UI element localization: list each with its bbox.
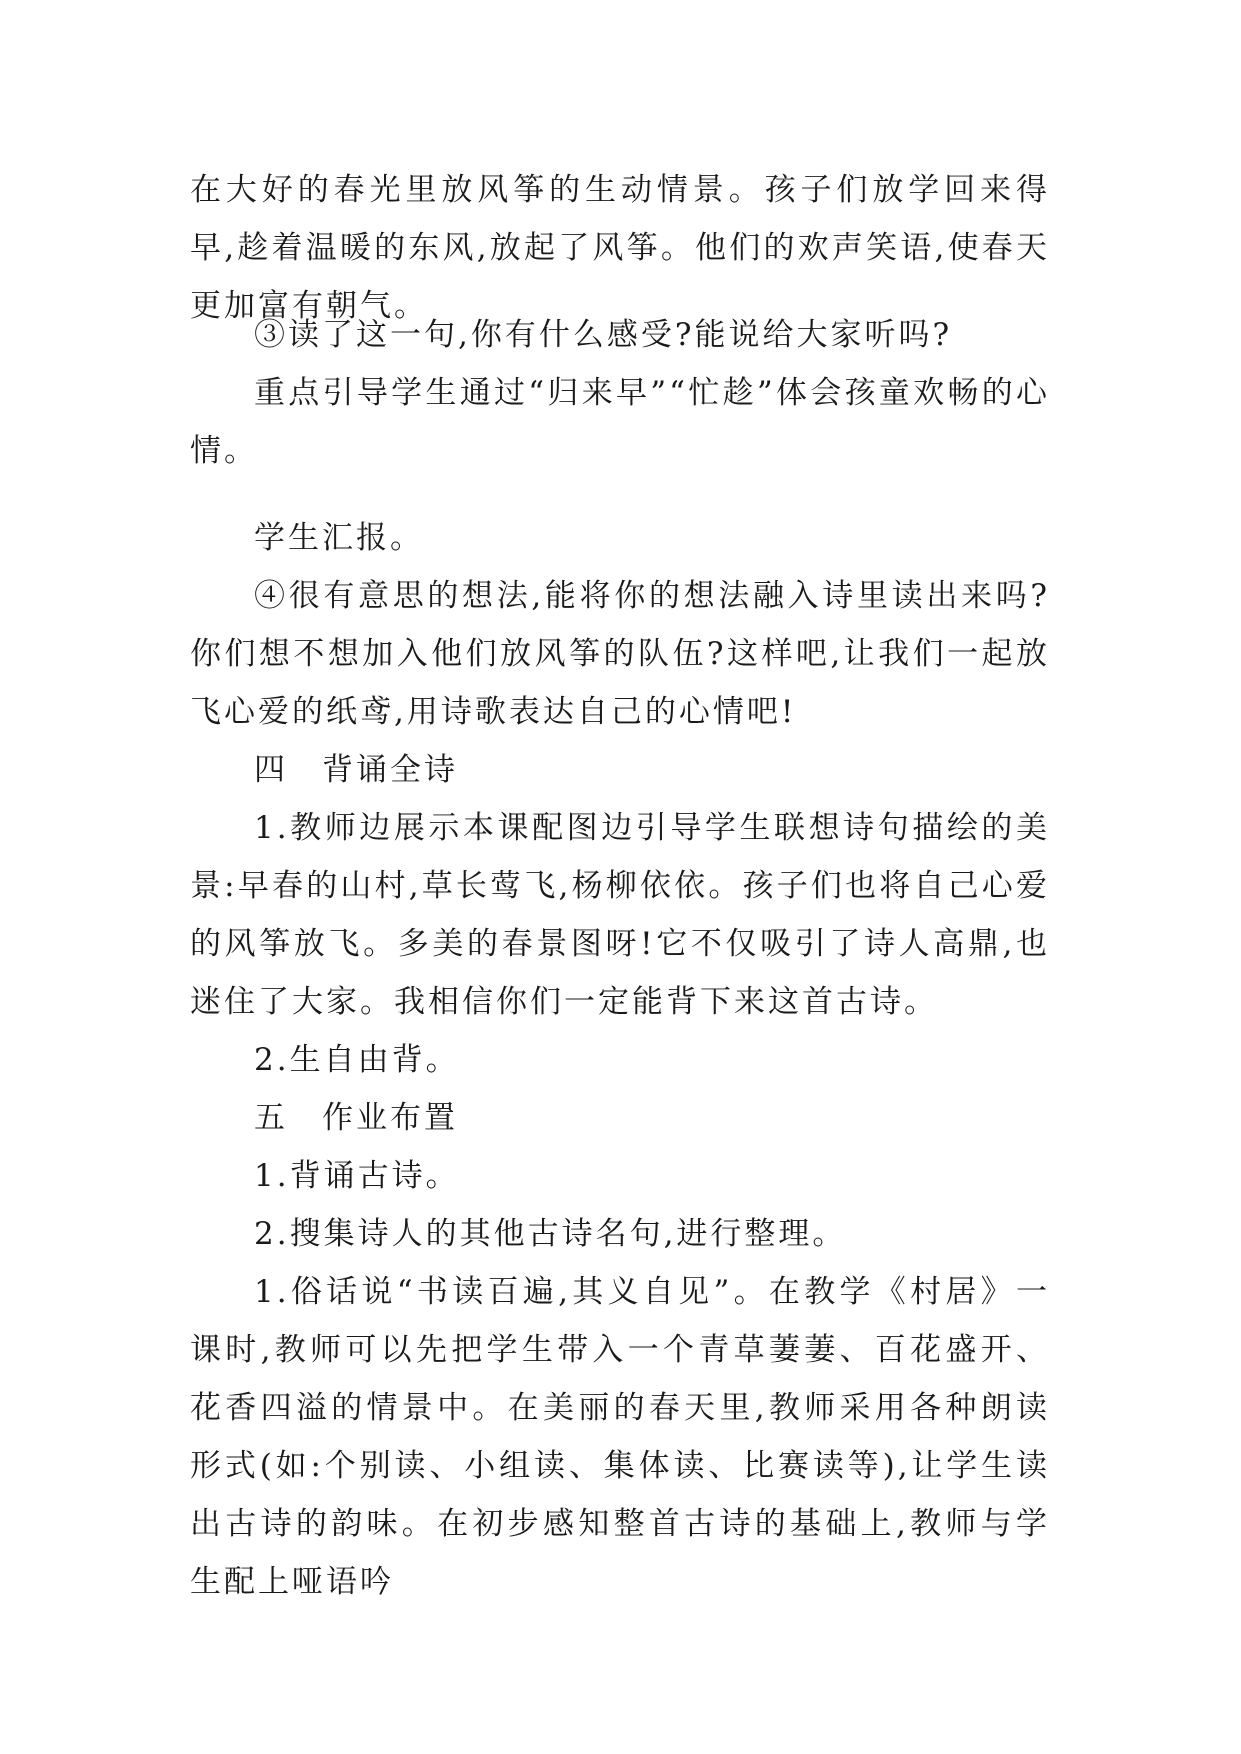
paragraph-homework-1: 1.背诵古诗。	[254, 1158, 460, 1194]
paragraph-guidance: 重点引导学生通过“归来早”“忙趁”体会孩童欢畅的心情。	[190, 375, 1050, 469]
paragraph-student-report: 学生汇报。	[254, 520, 424, 556]
paragraph-recite-step-1: 1.教师边展示本课配图边引导学生联想诗句描绘的美景:早春的山村,草长莺飞,杨柳依依。孩子们也将自己心爱的风筝放飞。多美的春景图呀!它不仅吸引了诗人高鼎,也迷住了大家。我相信你们一定能背下来这首古诗。	[190, 810, 1050, 1020]
paragraph-reflection-1: 1.俗话说“书读百遍,其义自见”。在教学《村居》一课时,教师可以先把学生带入一个青草萋萋、百花盛开、花香四溢的情景中。在美丽的春天里,教师采用各种朗读形式(如:个别读、小组读、集体读、比赛读等),让学生读出古诗的韵味。在初步感知整首古诗的基础上,教师与学生配上哑语吟	[190, 1274, 1050, 1600]
paragraph-continuation: 在大好的春光里放风筝的生动情景。孩子们放学回来得早,趁着温暖的东风,放起了风筝。他们的欢声笑语,使春天更加富有朝气。	[190, 172, 1050, 324]
section-heading-recite: 四 背诵全诗	[254, 752, 458, 788]
paragraph-recite-step-2: 2.生自由背。	[254, 1042, 460, 1078]
paragraph-homework-2: 2.搜集诗人的其他古诗名句,进行整理。	[254, 1216, 847, 1252]
paragraph-question-4: ④很有意思的想法,能将你的想法融入诗里读出来吗?你们想不想加入他们放风筝的队伍?这样吧,让我们一起放飞心爱的纸鸢,用诗歌表达自己的心情吧!	[190, 578, 1050, 730]
section-heading-homework: 五 作业布置	[254, 1100, 458, 1136]
paragraph-question-3: ③读了这一句,你有什么感受?能说给大家听吗?	[254, 317, 953, 353]
